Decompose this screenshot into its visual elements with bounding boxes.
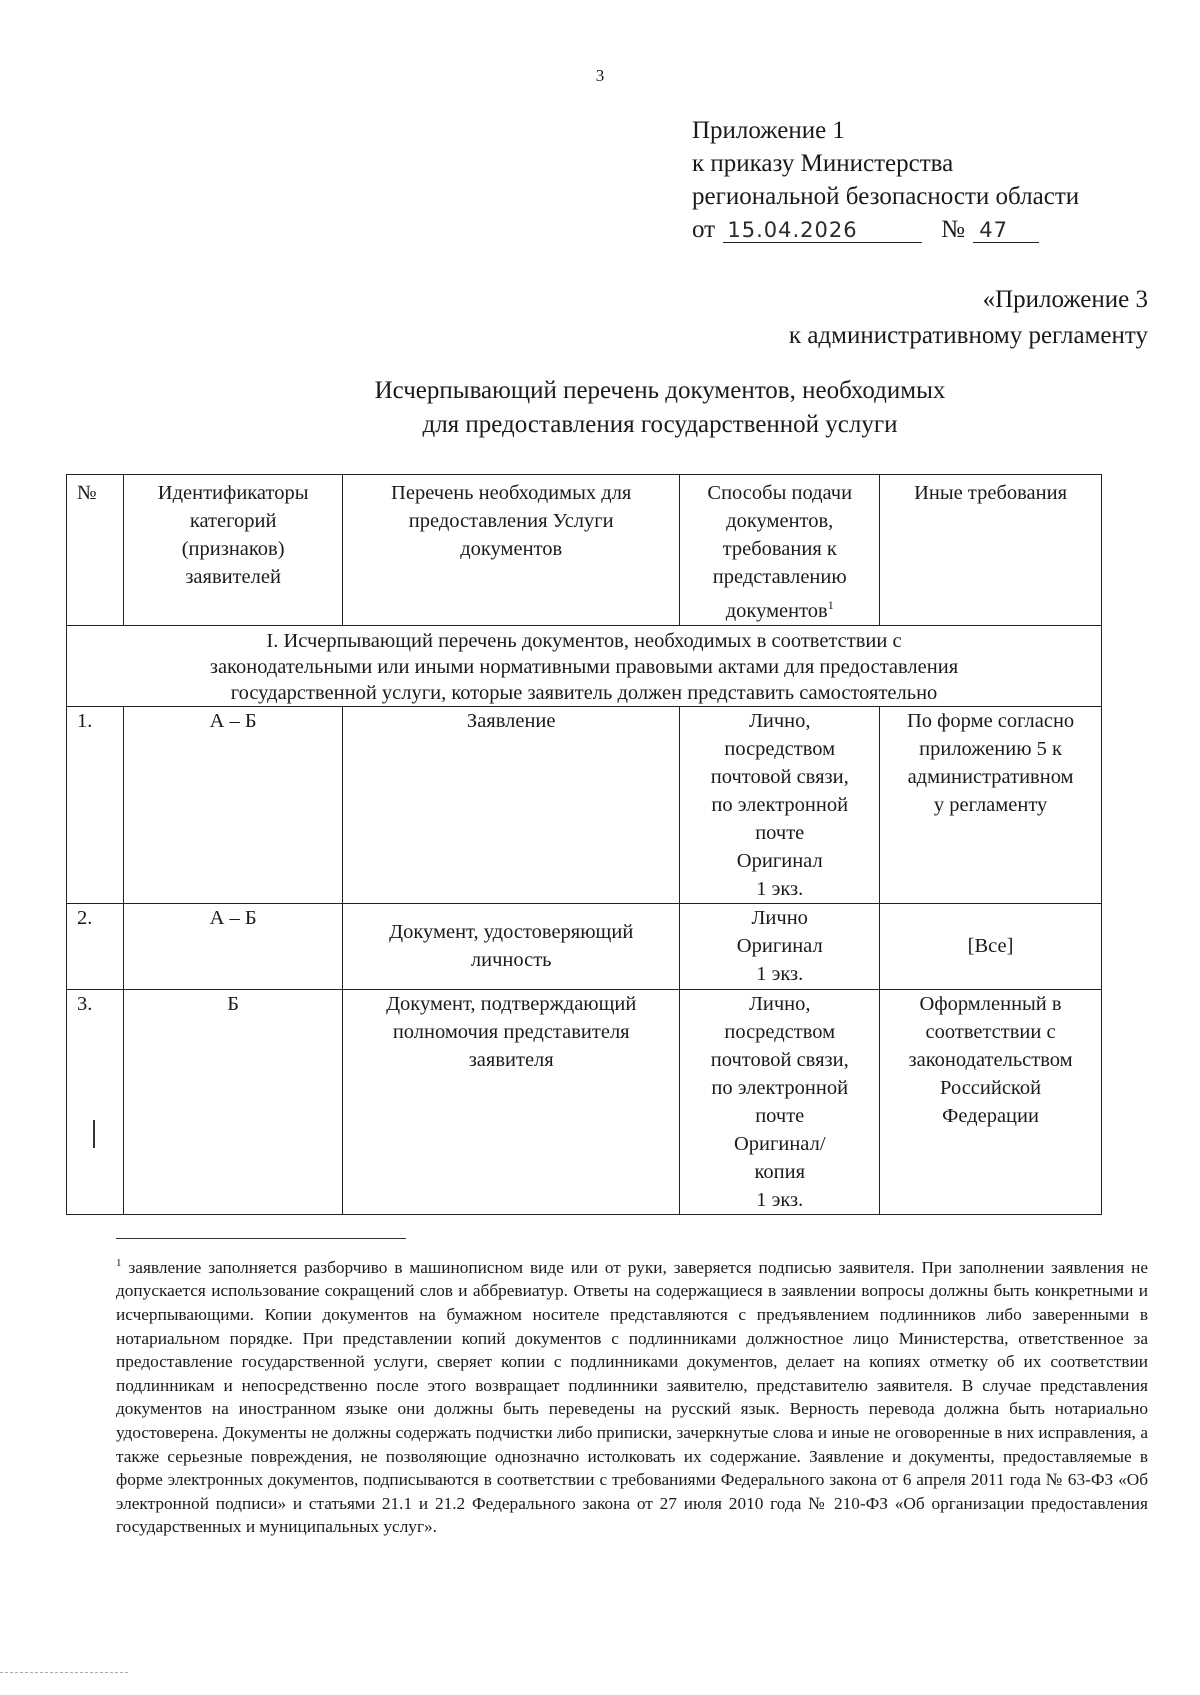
cell-line: соответствии с (925, 1020, 1056, 1043)
table-row (67, 903, 1102, 989)
header-line: (признаков) (181, 538, 285, 560)
footnote-divider (116, 1238, 406, 1239)
header-line: требования к (722, 538, 837, 560)
header-line (686, 591, 873, 625)
section-line: I. Исчерпывающий перечень документов, необходимых в соответствии с (266, 629, 902, 652)
table-header-row (67, 475, 1102, 626)
appendix-1-header (692, 114, 1079, 246)
number-prefix: № (941, 216, 965, 243)
cell-line: почте (755, 821, 805, 844)
appendix-1-line: к приказу Министерства (692, 150, 954, 177)
cell-line: Российской (940, 1076, 1042, 1099)
margin-pen-mark (93, 1120, 95, 1148)
appendix-3-line: к административному регламенту (788, 322, 1148, 349)
row-number: 1. (67, 706, 124, 903)
cell-line: посредством (724, 1020, 836, 1043)
cell-line: Оригинал/ (733, 1132, 826, 1155)
header-line: документов (460, 538, 563, 560)
cell-line: у регламенту (933, 793, 1048, 816)
row-other (880, 989, 1102, 1214)
header-line: заявителей (185, 566, 281, 588)
cell-line: Оформленный в (919, 992, 1062, 1015)
cell-line: Лично, (748, 992, 811, 1015)
header-number: № (67, 475, 124, 626)
scan-edge-mark (0, 1672, 128, 1673)
header-line: документов, (726, 510, 834, 532)
footnote-marker: 1 (116, 1257, 122, 1269)
cell-line: копия (754, 1160, 806, 1183)
cell-line: Лично, (748, 709, 811, 732)
appendix-1-line: региональной безопасности области (692, 183, 1080, 210)
row-categories: Б (124, 989, 343, 1214)
cell-line: заявителя (468, 1048, 554, 1071)
cell-line: почте (755, 1104, 805, 1127)
row-categories: А – Б (124, 706, 343, 903)
row-document (343, 706, 680, 903)
cell-line: 1 экз. (756, 877, 804, 900)
header-line-text: документов (725, 599, 828, 622)
cell-line: почтовой связи, (710, 765, 849, 788)
cell-line: полномочия представителя (392, 1020, 630, 1043)
table-row (67, 989, 1102, 1214)
appendix-3-line: «Приложение 3 (982, 286, 1148, 313)
header-line: представлению (712, 566, 847, 588)
cell-line: личность (470, 949, 552, 972)
header-line: Перечень необходимых для (391, 482, 632, 504)
appendix-1-line: Приложение 1 (692, 117, 845, 144)
section-line: законодательными или иными нормативными правовыми актами для предоставления (209, 655, 959, 678)
cell-line: приложению 5 к (919, 737, 1062, 760)
handwritten-date: 15.04.2026 (723, 218, 922, 243)
cell-line: [Все] (967, 935, 1014, 958)
footnote (116, 1252, 1148, 1539)
row-categories: А – Б (124, 903, 343, 989)
header-line: категорий (189, 510, 277, 532)
handwritten-number: 47 (973, 218, 1039, 243)
cell-line: Оригинал (736, 849, 823, 872)
cell-line: почтовой связи, (710, 1048, 849, 1071)
header-other (880, 475, 1102, 626)
cell-line: По форме согласно (906, 709, 1075, 732)
order-date-number-line (692, 213, 1079, 246)
row-number: 3. (67, 989, 124, 1214)
row-other (880, 903, 1102, 989)
cell-line: Документ, подтверждающий (386, 992, 637, 1015)
header-documents (343, 475, 680, 626)
section-line: государственной услуги, которые заявитель должен представить самостоятельно (230, 681, 938, 704)
row-document (343, 903, 680, 989)
table-row (67, 706, 1102, 903)
date-prefix: от (692, 216, 716, 243)
footnote-text: заявление заполняется разборчиво в машинописном виде или от руки, заверяется подписью заявителя. При заполнении заявления не допускается использование сокращений слов и аббревиатур. Ответы на содержащиеся в заявлении вопросы должны быть конкретными и исчерпывающими. Копии документов на бумажном носителе представляются с предъявлением подлинников либо заверенными в нотариальном порядке. При представлении копий документов с подлинниками должностное лицо Министерства, ответственное за предоставление государственной услуги, сверяет копии с подлинниками документов, делает на копиях отметку об их соответствии подлинникам и непосредственно после этого возвращает подлинники заявителю, представителю заявителя. В случае представления документов на иностранном языке они должны быть переведены на русский язык. Верность перевода должна быть нотариально удостоверена. Документы не должны содержать подчистки либо приписки, зачеркнутые слова и иные не оговоренные в них исправления, а также серьезные повреждения, не позволяющие однозначно истолковать их содержание. Заявление и документы, предоставляемые в форме электронных документов, подписываются в соответствии с требованиями Федерального закона от 6 апреля 2011 года № 63-ФЗ «Об электронной подписи» и статьями 21.1 и 21.2 Федерального закона от 27 июля 2010 года № 210-ФЗ «Об организации предоставления государственных и муниципальных услуг». (116, 1257, 1148, 1537)
title-line: для предоставления государственной услуги (422, 411, 898, 438)
cell-line: Лично (751, 907, 808, 930)
row-methods (680, 903, 880, 989)
cell-line: Заявление (466, 709, 556, 732)
cell-line: посредством (724, 737, 836, 760)
header-methods (680, 475, 880, 626)
cell-line: по электронной (711, 1076, 849, 1099)
header-line: Способы подачи (707, 482, 853, 504)
appendix-3-header (789, 282, 1148, 354)
footnote-ref: 1 (827, 598, 834, 612)
section-heading (67, 625, 1102, 706)
page-number: 3 (595, 66, 605, 85)
row-other (880, 706, 1102, 903)
row-methods (680, 989, 880, 1214)
header-line: Идентификаторы (157, 482, 309, 504)
header-line: предоставления Услуги (408, 510, 614, 532)
header-line: Иные требования (914, 482, 1067, 504)
header-categories (124, 475, 343, 626)
cell-line: по электронной (711, 793, 849, 816)
cell-line: 1 экз. (756, 1188, 804, 1211)
cell-line: административном (907, 765, 1074, 788)
cell-line: Оригинал (736, 935, 823, 958)
title-line: Исчерпывающий перечень документов, необходимых (374, 377, 946, 404)
row-document (343, 989, 680, 1214)
cell-line: законодательством (908, 1048, 1073, 1071)
row-number: 2. (67, 903, 124, 989)
cell-line: Документ, удостоверяющий (389, 921, 634, 944)
section-row (67, 625, 1102, 706)
row-methods (680, 706, 880, 903)
cell-line: Федерации (942, 1104, 1039, 1127)
document-title (0, 374, 1200, 442)
cell-line: 1 экз. (756, 963, 804, 986)
documents-table (66, 474, 1102, 1215)
